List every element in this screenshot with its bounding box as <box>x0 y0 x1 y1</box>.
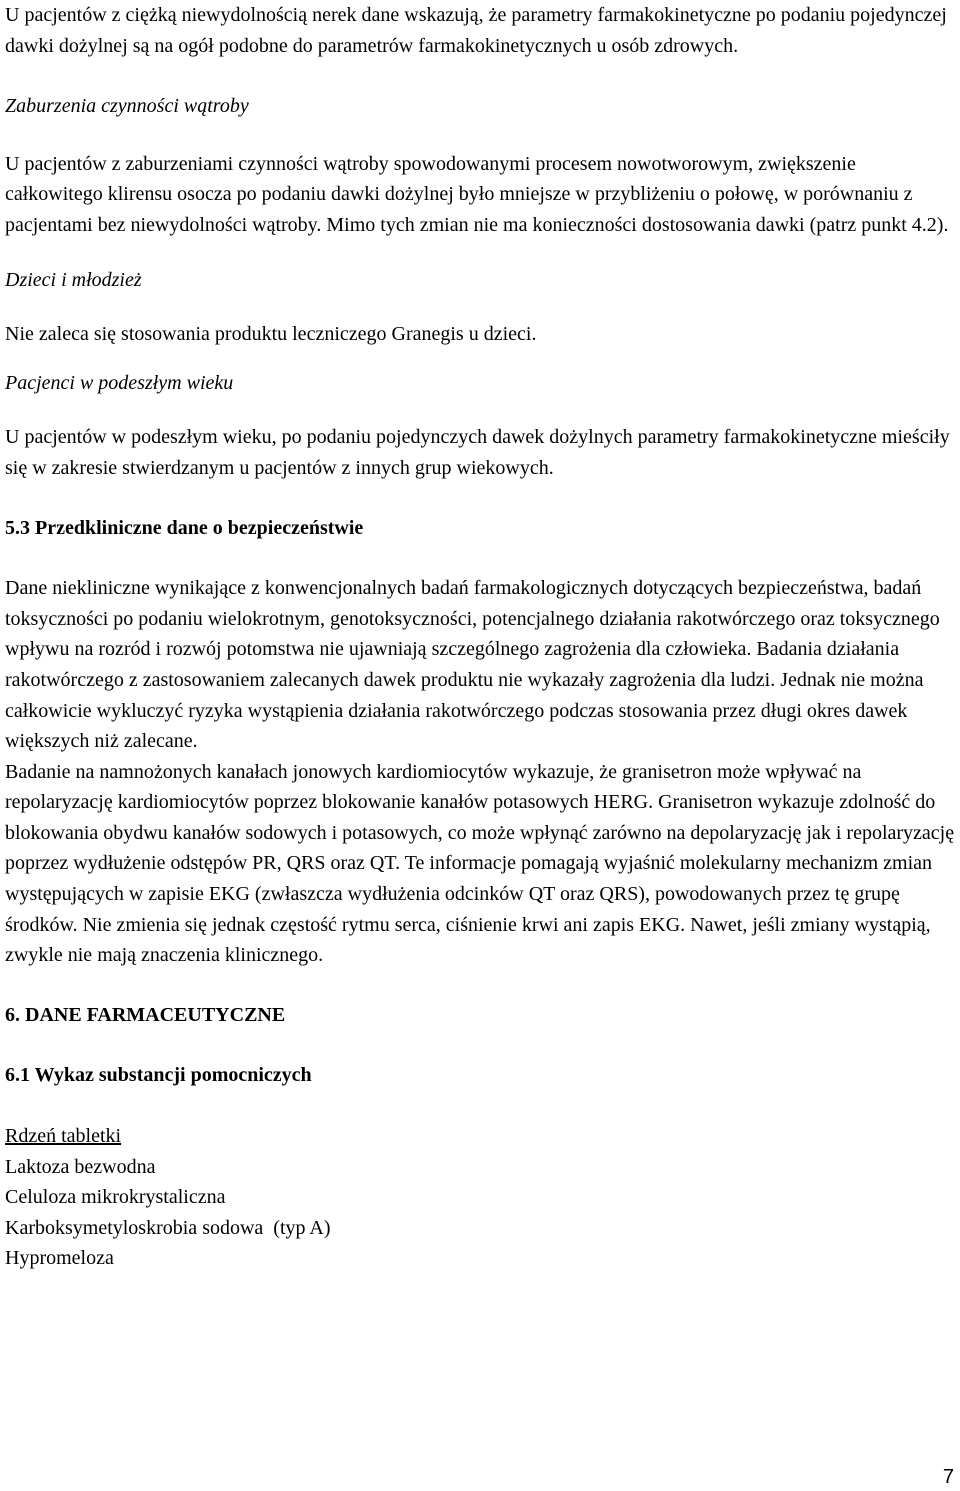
elderly-paragraph: U pacjentów w podeszłym wieku, po podaniu pojedynczych dawek dożylnych parametry farmakokinetyczne mieściły się w zakresie stwierdzanym u pacjentów z innych grup wiekowych. <box>5 426 950 479</box>
children-paragraph: Nie zaleca się stosowania produktu leczniczego Granegis u dzieci. <box>5 323 537 346</box>
page-number: 7 <box>942 1466 954 1488</box>
section-5-3-heading: 5.3 Przedkliniczne dane o bezpieczeństwie <box>5 516 364 539</box>
elderly-heading: Pacjenci w podeszłym wieku <box>5 371 234 394</box>
tablet-core-heading: Rdzeń tabletki <box>5 1125 122 1148</box>
excipients-list <box>5 1152 955 1274</box>
renal-impairment-paragraph: U pacjentów z ciężką niewydolnością nerek dane wskazują, że parametry farmakokinetyczne po podaniu pojedynczej dawki dożylnej są na ogół podobne do parametrów farmakokinetycznych u osób zdrowych. <box>5 4 947 57</box>
section-6-1-heading: 6.1 Wykaz substancji pomocniczych <box>5 1064 312 1087</box>
excipient-item: Laktoza bezwodna <box>5 1155 156 1178</box>
section-6-heading: 6. DANE FARMACEUTYCZNE <box>5 1003 286 1026</box>
children-heading: Dzieci i młodzież <box>5 268 142 291</box>
preclinical-paragraph-1: Dane niekliniczne wynikające z konwencjonalnych badań farmakologicznych dotyczących bezpieczeństwa, badań toksyczności po podaniu wielokrotnym, genotoksyczności, potencjalnego działania rakotwórczego oraz toksycznego wpływu na rozród i rozwój potomstwa nie ujawniają szczególnego zagrożenia dla człowieka. Badania działania rakotwórczego z zastosowaniem zalecanych dawek produktu nie wykazały zagrożenia dla ludzi. Jednak nie można całkowicie wykluczyć ryzyka wystąpienia działania rakotwórczego podczas stosowania przez długi okres dawek większych niż zalecane. <box>5 577 940 753</box>
excipient-item: Karboksymetyloskrobia sodowa (typ A) <box>5 1216 331 1239</box>
excipient-item: Hypromeloza <box>5 1247 114 1270</box>
excipient-item: Celuloza mikrokrystaliczna <box>5 1186 226 1209</box>
preclinical-paragraph-2: Badanie na namnożonych kanałach jonowych kardiomiocytów wykazuje, że granisetron może wpływać na repolaryzację kardiomiocytów poprzez blokowanie kanałów potasowych HERG. Granisetron wykazuje zdolność do blokowania obydwu kanałów sodowych i potasowych, co może wpłynąć zarówno na depolaryzację jak i repolaryzację poprzez wydłużenie odstępów PR, QRS oraz QT. Te informacje pomagają wyjaśnić molekularny mechanizm zmian występujących w zapisie EKG (zwłaszcza wydłużenia odcinków QT oraz QRS), powodowanych przez tę grupę środków. Nie zmienia się jednak częstość rytmu serca, ciśnienie krwi ani zapis EKG. Nawet, jeśli zmiany wystąpią, zwykle nie mają znaczenia klinicznego. <box>5 760 955 967</box>
hepatic-impairment-paragraph: U pacjentów z zaburzeniami czynności wątroby spowodowanymi procesem nowotworowym, zwiększenie całkowitego klirensu osocza po podaniu dawki dożylnej było mniejsze w przybliżeniu o połowę, w porównaniu z pacjentami bez niewydolności wątroby. Mimo tych zmian nie ma konieczności dostosowania dawki (patrz punkt 4.2). <box>5 152 949 236</box>
document-page <box>5 0 955 1274</box>
hepatic-impairment-heading: Zaburzenia czynności wątroby <box>5 95 249 118</box>
